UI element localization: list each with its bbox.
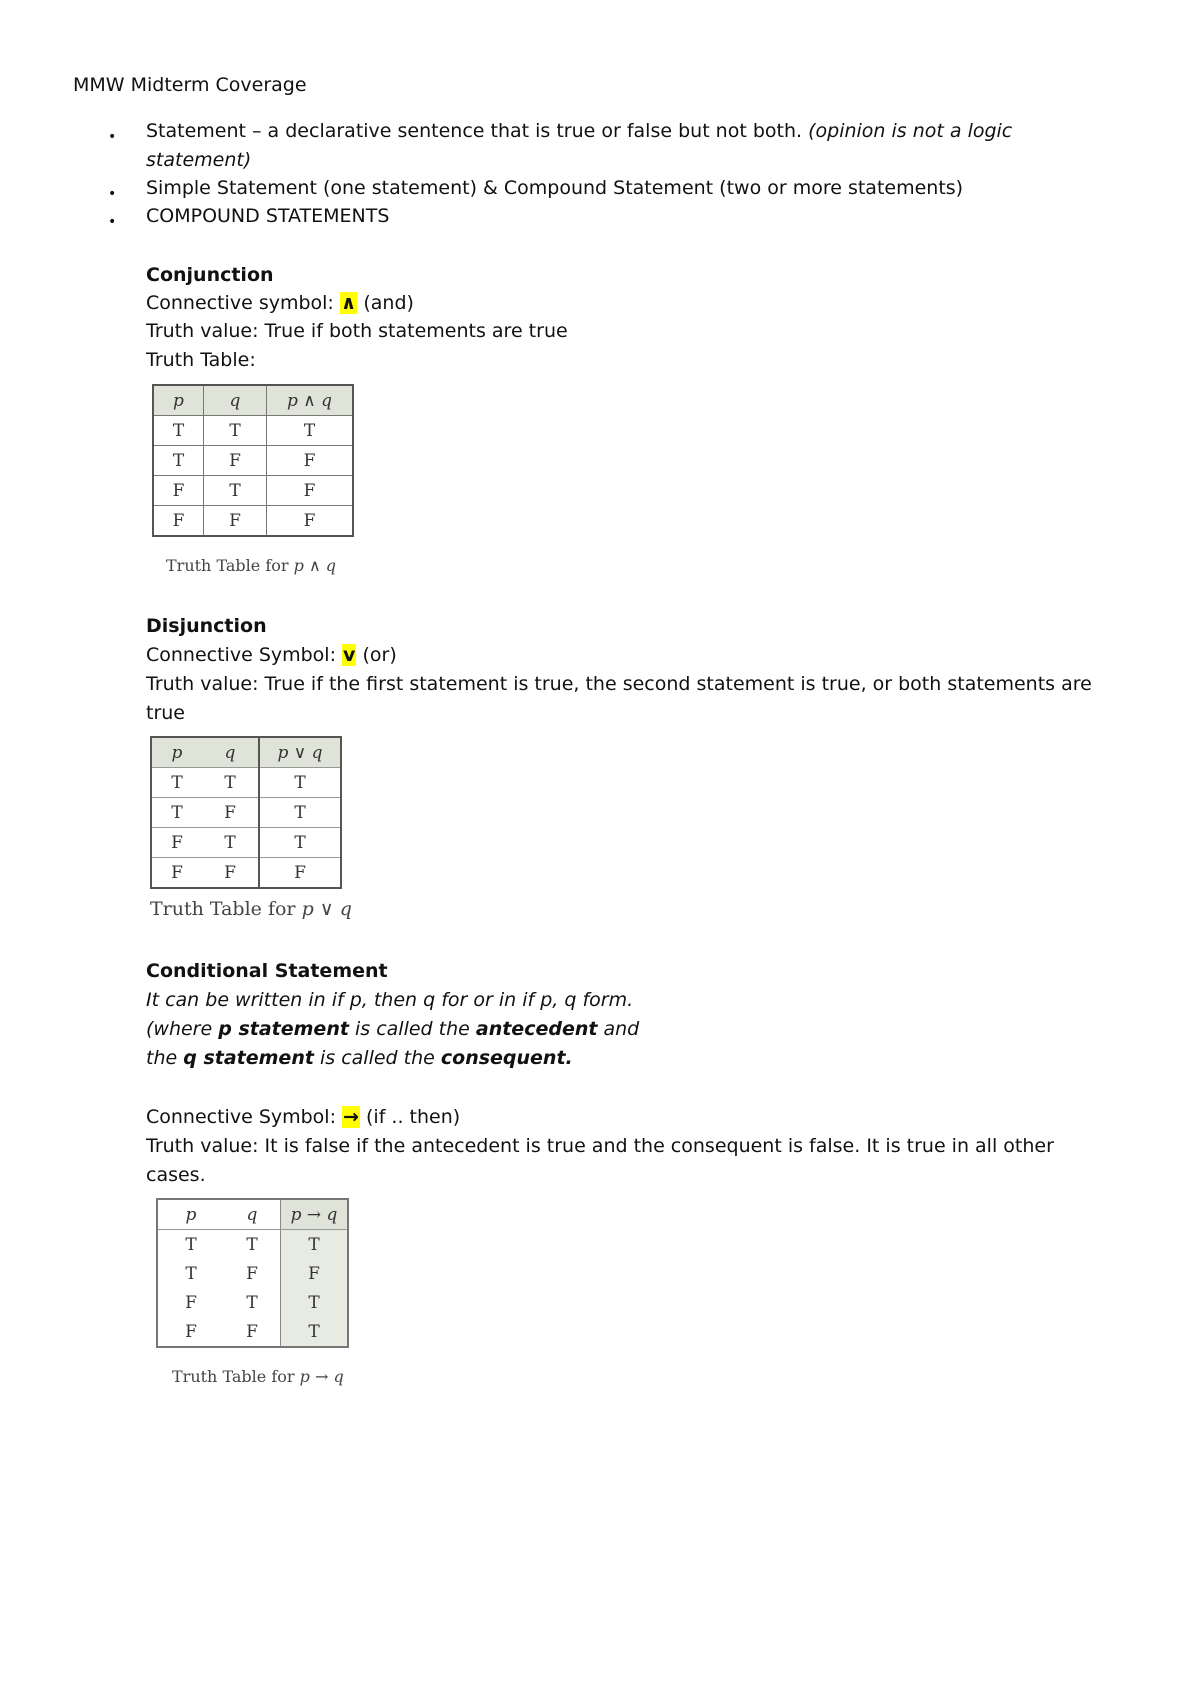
table-row — [157, 1230, 348, 1260]
table-header: p → q — [281, 1199, 349, 1230]
table-header-row — [157, 1199, 348, 1230]
caption-expression: p → q — [299, 1367, 344, 1386]
conditional-heading: Conditional Statement — [146, 960, 388, 982]
table-row — [153, 476, 353, 506]
table-cell: T — [204, 416, 267, 446]
caption-text: Truth Table for — [150, 898, 296, 920]
statement-note-continued: statement) — [146, 149, 252, 171]
table-cell: F — [267, 506, 354, 537]
bullet-simple-compound: Simple Statement (one statement) & Compound Statement (two or more statements) — [146, 177, 964, 199]
table-header-row — [151, 737, 341, 768]
table-row — [151, 828, 341, 858]
conditional-truth-value-continued: cases. — [146, 1164, 206, 1186]
disjunction-heading: Disjunction — [146, 615, 267, 637]
table-cell: T — [246, 1234, 258, 1255]
text: the — [146, 1047, 178, 1069]
table-header: p — [151, 737, 202, 768]
table-cell: T — [151, 768, 202, 798]
arrow-symbol: → — [343, 1106, 359, 1128]
disjunction-truth-value-continued: true — [146, 702, 185, 724]
table-row — [157, 1259, 348, 1288]
bullet-dot: • — [108, 214, 117, 230]
or-symbol: v — [343, 644, 356, 666]
table-cell: T — [153, 416, 204, 446]
table-header: p — [153, 385, 204, 416]
text: and — [603, 1018, 640, 1040]
table-header-row — [153, 385, 353, 416]
disjunction-symbol-line — [146, 644, 397, 666]
table-row — [153, 506, 353, 537]
table-cell: T — [185, 1234, 197, 1255]
and-symbol: ∧ — [340, 292, 357, 314]
consequent-term: consequent. — [440, 1047, 573, 1069]
disjunction-truth-table — [150, 736, 342, 889]
table-cell: F — [202, 858, 259, 889]
table-cell: T — [202, 768, 259, 798]
caption-text: Truth Table for — [166, 556, 289, 575]
table-row — [153, 446, 353, 476]
table-cell: T — [259, 798, 341, 828]
conjunction-heading: Conjunction — [146, 264, 274, 286]
table-cell: F — [204, 446, 267, 476]
disjunction-truth-value: Truth value: True if the first statement is true, the second statement is true, or both statements are — [146, 673, 1092, 695]
symbol-label: Connective Symbol: — [146, 644, 336, 666]
conjunction-table-caption — [166, 556, 336, 575]
table-cell: F — [185, 1321, 197, 1342]
table-cell: T — [246, 1292, 258, 1313]
table-cell: F — [153, 506, 204, 537]
statement-note: (opinion is not a logic — [808, 120, 1013, 142]
table-cell: F — [151, 858, 202, 889]
conditional-truth-value: Truth value: It is false if the antecedent is true and the consequent is false. It is true in all other — [146, 1135, 1054, 1157]
table-cell: T — [281, 1317, 349, 1347]
table-cell: T — [281, 1230, 349, 1260]
page-title: MMW Midterm Coverage — [73, 74, 307, 96]
table-cell: F — [246, 1321, 258, 1342]
disjunction-table-caption — [150, 898, 352, 920]
conditional-symbol-line — [146, 1106, 460, 1128]
bullet-statement — [146, 120, 1012, 142]
conditional-truth-table — [156, 1198, 349, 1348]
text: (where — [146, 1018, 213, 1040]
caption-expression: p ∧ q — [293, 556, 336, 575]
table-cell: F — [151, 828, 202, 858]
antecedent-term: antecedent — [475, 1018, 598, 1040]
q-statement: q statement — [183, 1047, 314, 1069]
bullet-dot: • — [108, 129, 117, 145]
table-row — [157, 1288, 348, 1317]
table-cell: T — [204, 476, 267, 506]
table-row — [153, 416, 353, 446]
conditional-form: It can be written in if p, then q for or in if p, q form. — [146, 989, 634, 1011]
conditional-table-caption — [172, 1367, 344, 1386]
table-cell: F — [259, 858, 341, 889]
table-row — [151, 798, 341, 828]
table-cell: F — [204, 506, 267, 537]
table-header: p ∨ q — [259, 737, 341, 768]
table-cell: T — [202, 828, 259, 858]
table-header: q — [202, 737, 259, 768]
table-cell: T — [153, 446, 204, 476]
table-cell: T — [267, 416, 354, 446]
table-cell: F — [246, 1263, 258, 1284]
table-header: q — [224, 1199, 281, 1230]
symbol-word: (or) — [362, 644, 397, 666]
table-cell: T — [185, 1263, 197, 1284]
table-cell: F — [267, 476, 354, 506]
bullet-compound-statements: COMPOUND STATEMENTS — [146, 205, 390, 227]
table-cell: F — [281, 1259, 349, 1288]
conditional-consequent-line — [146, 1047, 573, 1069]
table-cell: F — [267, 446, 354, 476]
table-header: p ∧ q — [267, 385, 354, 416]
table-row — [151, 768, 341, 798]
symbol-word: (if .. then) — [366, 1106, 461, 1128]
table-row — [157, 1317, 348, 1347]
caption-expression: p ∨ q — [301, 898, 352, 920]
symbol-word: (and) — [363, 292, 414, 314]
table-cell: F — [202, 798, 259, 828]
conjunction-symbol-line — [146, 292, 414, 314]
conditional-antecedent-line — [146, 1018, 639, 1040]
table-cell: F — [185, 1292, 197, 1313]
bullet-dot: • — [108, 186, 117, 202]
table-cell: T — [259, 768, 341, 798]
table-cell: T — [259, 828, 341, 858]
table-header: p — [157, 1199, 224, 1230]
caption-text: Truth Table for — [172, 1367, 295, 1386]
table-row — [151, 858, 341, 889]
text: is called the — [354, 1018, 470, 1040]
statement-definition: Statement – a declarative sentence that is true or false but not both. — [146, 120, 803, 142]
conjunction-truth-table — [152, 384, 354, 537]
table-header: q — [204, 385, 267, 416]
truth-table-label: Truth Table: — [146, 349, 256, 371]
conjunction-truth-value: Truth value: True if both statements are true — [146, 320, 568, 342]
table-cell: F — [153, 476, 204, 506]
symbol-label: Connective symbol: — [146, 292, 334, 314]
table-cell: T — [151, 798, 202, 828]
text: is called the — [319, 1047, 435, 1069]
table-cell: T — [281, 1288, 349, 1317]
p-statement: p statement — [218, 1018, 349, 1040]
symbol-label: Connective Symbol: — [146, 1106, 336, 1128]
